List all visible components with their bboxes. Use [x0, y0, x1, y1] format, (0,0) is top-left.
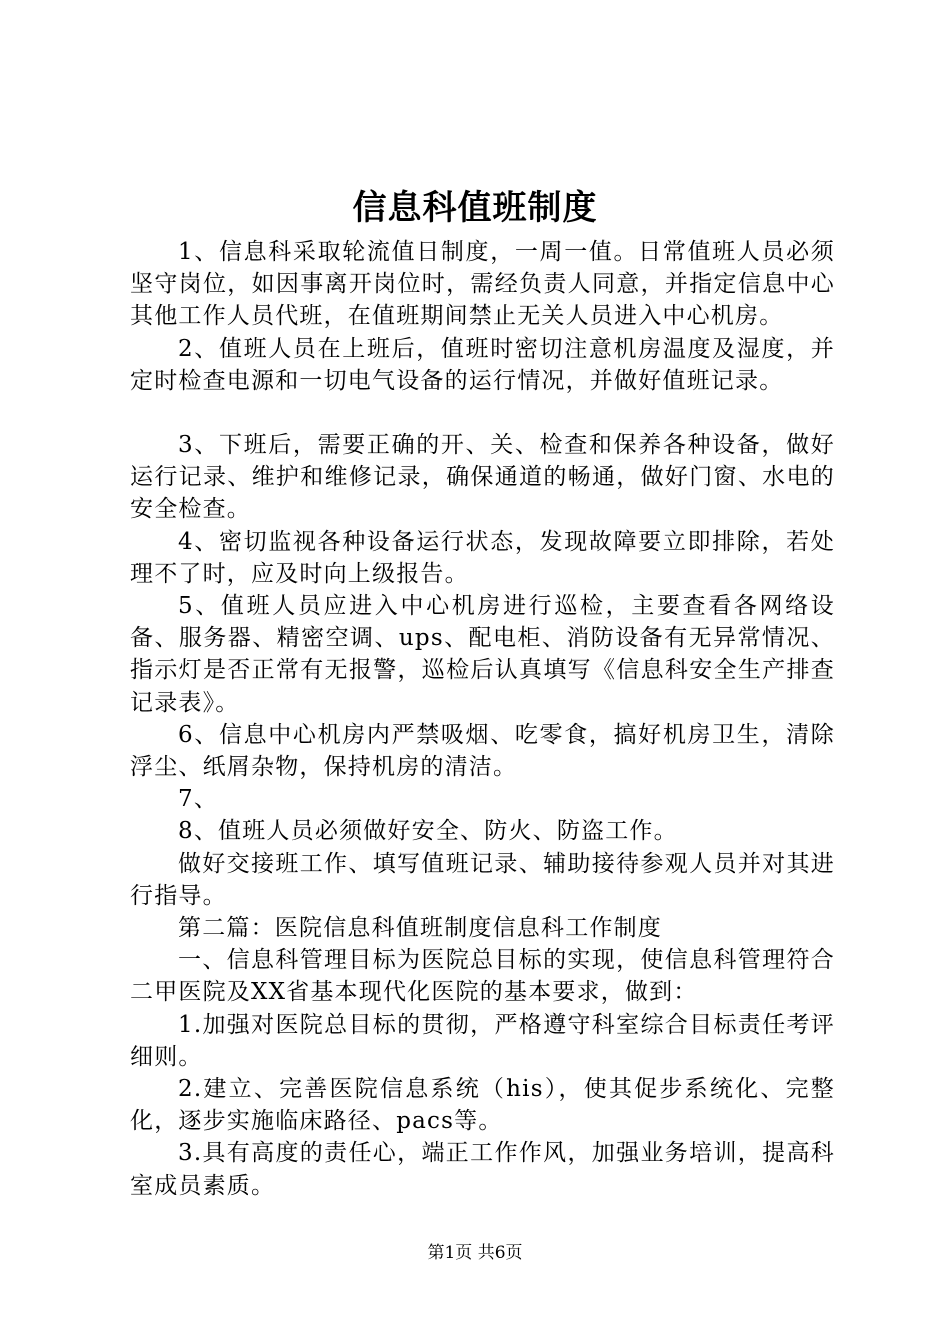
paragraph-goal-1: 1.加强对医院总目标的贯彻，严格遵守科室综合目标责任考评细则。: [130, 1011, 835, 1070]
page-number-footer: 第1页 共6页: [427, 1243, 523, 1263]
paragraph-6: 6、信息中心机房内严禁吸烟、吃零食，搞好机房卫生，清除浮尘、纸屑杂物，保持机房的清洁。: [130, 721, 835, 781]
paragraph-8: 8、值班人员必须做好安全、防火、防盗工作。: [178, 818, 678, 845]
paragraph-7: 7、: [178, 786, 219, 813]
paragraph-handover: 做好交接班工作、填写值班记录、辅助接待参观人员并对其进行指导。: [130, 850, 835, 909]
paragraph-3: 3、下班后，需要正确的开、关、检查和保养各种设备，做好运行记录、维护和维修记录，确保通道的畅通，做好门窗、水电的安全检查。: [130, 432, 835, 523]
document-body: [130, 236, 835, 1202]
section-heading-part-two: 第二篇：医院信息科值班制度信息科工作制度: [178, 915, 662, 942]
paragraph-4: 4、密切监视各种设备运行状态，发现故障要立即排除，若处理不了时，应及时向上级报告。: [130, 528, 835, 587]
document-title: 信息科值班制度: [352, 188, 598, 228]
paragraph-2: 2、值班人员在上班后，值班时密切注意机房温度及湿度，并定时检查电源和一切电气设备的运行情况，并做好值班记录。: [130, 335, 835, 394]
paragraph-goal-2: 2.建立、完善医院信息系统（his），使其促步系统化、完整化，逐步实施临床路径、pacs等。: [130, 1076, 835, 1135]
paragraph-5: 5、值班人员应进入中心机房进行巡检，主要查看各网络设备、服务器、精密空调、ups、配电柜、消防设备有无异常情况、指示灯是否正常有无报警，巡检后认真填写《信息科安全生产排查记录表》。: [130, 593, 835, 716]
paragraph-management-goal: 一、信息科管理目标为医院总目标的实现，使信息科管理符合二甲医院及XX省基本现代化医院的基本要求，做到：: [130, 947, 835, 1006]
paragraph-1: 1、信息科采取轮流值日制度，一周一值。日常值班人员必须坚守岗位，如因事离开岗位时，需经负责人同意，并指定信息中心其他工作人员代班，在值班期间禁止无关人员进入中心机房。: [130, 239, 835, 330]
paragraph-goal-3: 3.具有高度的责任心，端正工作作风，加强业务培训，提高科室成员素质。: [130, 1140, 835, 1199]
